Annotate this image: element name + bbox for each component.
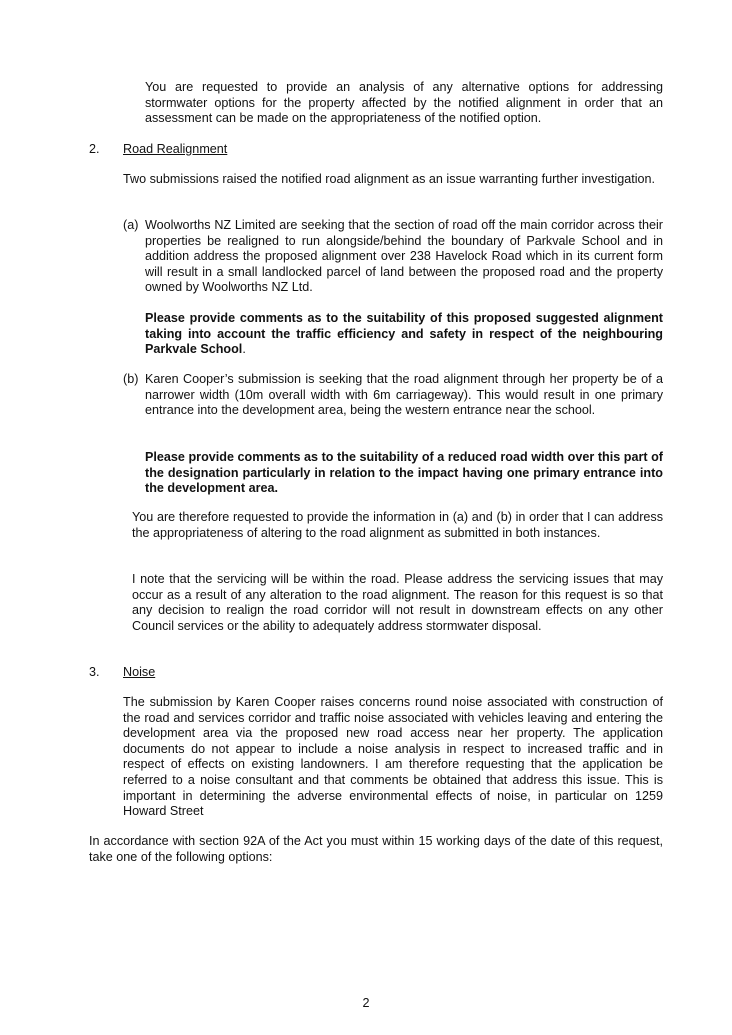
section-2-servicing: I note that the servicing will be within the road. Please address the servicing issues that may occur as a result of any alteration to the road alignment. The reason for this request is so that any decision to realign the road corridor will not result in downstream effects on any other Council services or the ability to adequately address stormwater disposal. <box>132 572 663 633</box>
item-a-label: (a) <box>123 218 139 232</box>
section-3-text: The submission by Karen Cooper raises concerns round noise associated with construction of the road and services corridor and traffic noise associated with vehicles leaving and entering the development area via the proposed new road access near her property. The application documents do not appear to include a noise analysis in respect to increased traffic and in respect of effects on existing landowners. I am therefore requesting that the application be referred to a noise consultant and that comments be obtained that address this issue. This is important in determining the adverse environmental effects of noise, in particular on 1259 Howard Street <box>123 695 663 819</box>
item-b-request: Please provide comments as to the suitability of a reduced road width over this part of the designation particularly in relation to the impact having one primary entrance into the development area. <box>145 450 663 496</box>
section-3-number: 3. <box>89 665 100 679</box>
section-2-heading: Road Realignment <box>123 142 228 156</box>
intro-paragraph: You are requested to provide an analysis of any alternative options for addressing stormwater options for the property affected by the notified alignment in order that an assessment can be made on the appropriateness of the notified option. <box>145 80 663 126</box>
section-2-intro: Two submissions raised the notified road alignment as an issue warranting further investigation. <box>123 172 656 186</box>
section-2-number: 2. <box>89 142 100 156</box>
item-a-request <box>145 311 663 358</box>
page-number: 2 <box>362 996 370 1010</box>
item-b-label: (b) <box>123 372 139 386</box>
section-3-heading: Noise <box>123 665 156 679</box>
item-a-request-bold: Please provide comments as to the suitability of this proposed suggested alignment taking into account the traffic efficiency and safety in respect of the neighbouring Parkvale School <box>145 311 663 357</box>
item-a-text: Woolworths NZ Limited are seeking that the section of road off the main corridor across their properties be realigned to run alongside/behind the boundary of Parkvale School and in addition address the proposed alignment over 238 Havelock Road which in its current form will result in a small landlocked parcel of land between the proposed road and the property owned by Woolworths NZ Ltd. <box>145 218 663 295</box>
closing-paragraph: In accordance with section 92A of the Act you must within 15 working days of the date of this request, take one of the following options: <box>89 834 663 864</box>
item-a-request-end: . <box>242 342 246 357</box>
item-b-text: Karen Cooper’s submission is seeking that the road alignment through her property be of a narrower width (10m overall width with 6m carriageway). This would result in one primary entrance into the development area, being the western entrance near the school. <box>145 372 663 418</box>
section-2-summary: You are therefore requested to provide the information in (a) and (b) in order that I can address the appropriateness of altering to the road alignment as submitted in both instances. <box>132 510 663 540</box>
